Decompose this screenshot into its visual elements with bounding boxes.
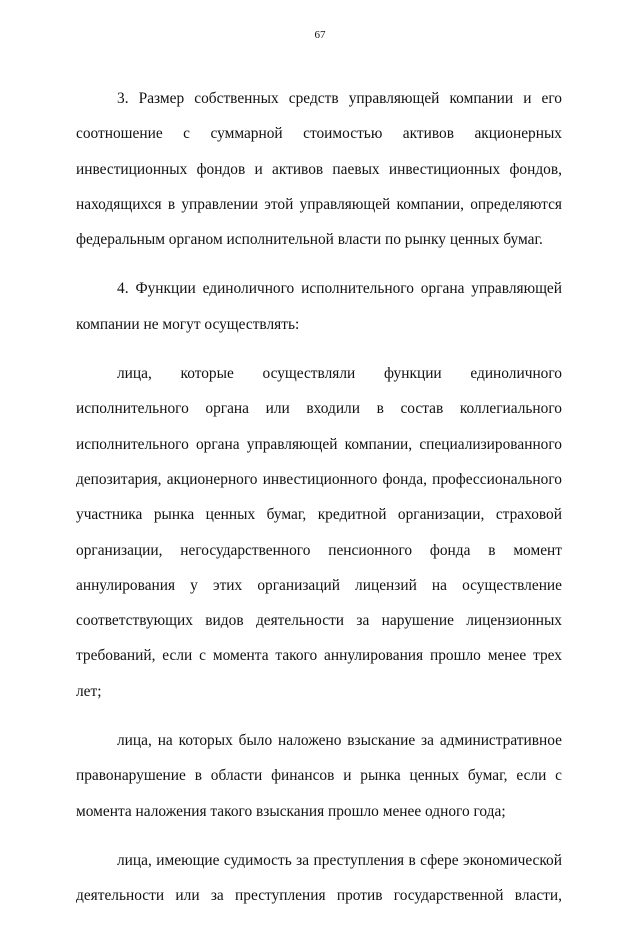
page-number: 67 <box>314 29 326 41</box>
document-body <box>76 81 562 928</box>
paragraph-license-annulment: лица, которые осуществляли функции единоличного исполнительного органа или входили в состав коллегиального исполнительного органа управляющей компании, специализированного депозитария, акционерного инвестиционного фонда, профессионального участника рынка ценных бумаг, кредитной организации, страховой организации, негосударственного пенсионного фонда в момент аннулирования у этих организаций лицензий на осуществление соответствующих видов деятельности за нарушение лицензионных требований, если с момента такого аннулирования прошло менее трех лет; <box>76 365 562 700</box>
paragraph-executive-functions: 4. Функции единоличного исполнительного органа управляющей компании не могут осуществлять: <box>76 280 562 333</box>
paragraph-criminal-record: лица, имеющие судимость за преступления в сфере экономической деятельности или за преступления против государственной власти, <box>76 851 562 905</box>
paragraph-administrative-penalty: лица, на которых было наложено взыскание за административное правонарушение в области финансов и рынка ценных бумаг, если с момента наложения такого взыскания прошло менее одного года; <box>76 732 562 820</box>
paragraph-own-funds: 3. Размер собственных средств управляющей компании и его соотношение с суммарной стоимостью активов акционерных инвестиционных фондов и активов паевых инвестиционных фондов, находящихся в управлении этой управляющей компании, определяются федеральным органом исполнительной власти по рынку ценных бумаг. <box>76 90 562 249</box>
